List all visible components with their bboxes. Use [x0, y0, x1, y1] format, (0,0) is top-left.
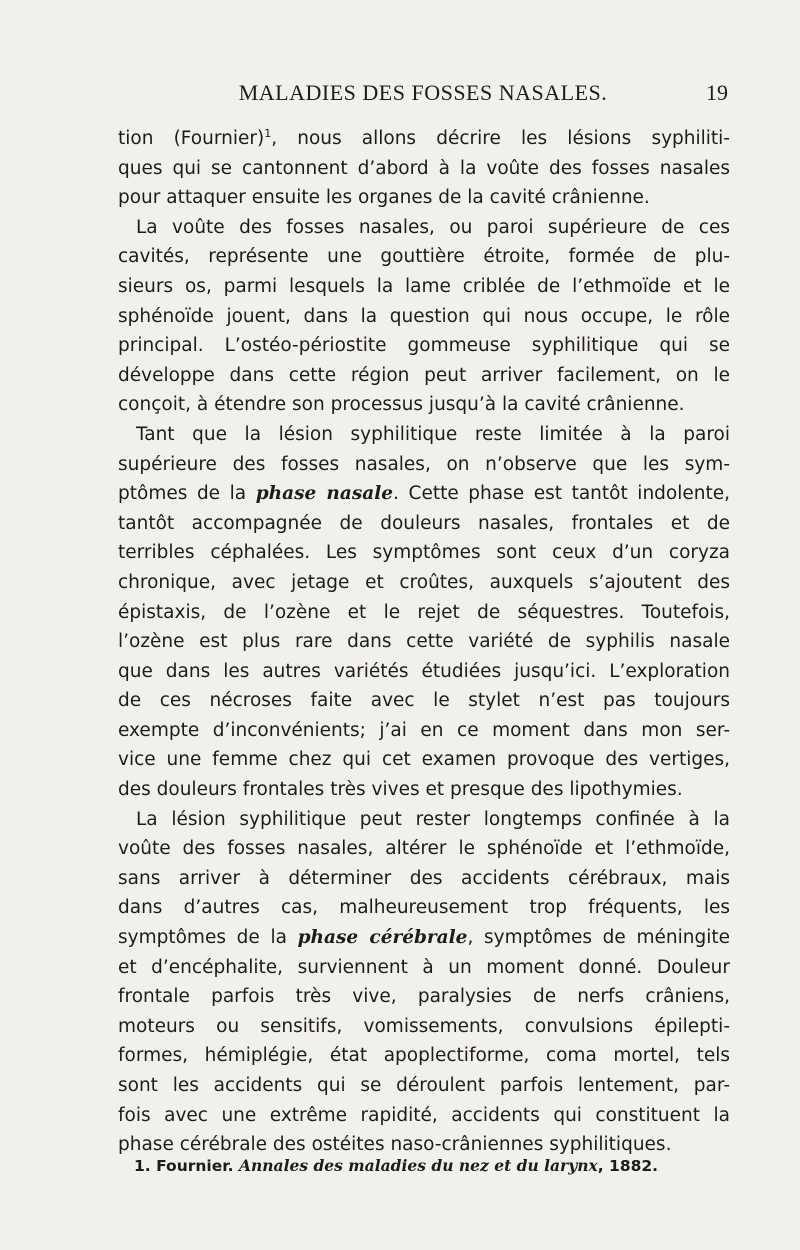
text-run: épistaxis, de l’ozène et le rejet de séquestres. Toutefois,	[118, 601, 730, 623]
text-run: l’ozène est plus rare dans cette variété de syphilis nasale	[118, 631, 730, 653]
footnote-source-title: Annales des maladies du nez et du larynx	[238, 1156, 598, 1175]
text-line	[118, 242, 730, 272]
text-run: que dans les autres variétés étudiées jusqu’ici. L’exploration	[118, 660, 730, 682]
text-line	[118, 1071, 730, 1101]
text-line	[118, 420, 730, 450]
text-run: voûte des fosses nasales, altérer le sphénoïde et l’ethmoïde,	[118, 838, 730, 860]
text-run: Tant que la lésion syphilitique reste limitée à la paroi	[136, 423, 730, 445]
text-line	[118, 834, 730, 864]
text-run: et d’encéphalite, surviennent à un moment donné. Douleur	[118, 956, 730, 978]
text-run: des douleurs frontales très vives et presque des lipothymies.	[118, 779, 683, 801]
text-run: moteurs ou sensitifs, vomissements, convulsions épilepti-	[118, 1015, 730, 1037]
text-run: , symptômes de méningite	[467, 927, 730, 949]
text-line	[118, 479, 730, 509]
text-run: symptômes de la	[118, 927, 298, 949]
text-line	[118, 805, 730, 835]
text-run: cavités, représente une gouttière étroite, formée de plu-	[118, 246, 730, 268]
page-number: 19	[706, 80, 728, 105]
text-line	[118, 124, 730, 154]
body-text	[118, 124, 730, 1160]
footnote-year: , 1882.	[597, 1157, 659, 1175]
text-run: conçoit, à étendre son processus jusqu’à la cavité crânienne.	[118, 394, 685, 416]
running-title: MALADIES DES FOSSES NASALES.	[238, 80, 608, 105]
footnote-author: Fournier.	[156, 1157, 234, 1175]
text-line	[118, 538, 730, 568]
text-run: dans d’autres cas, malheureusement trop fréquents, les	[118, 897, 730, 919]
text-run: principal. L’ostéo-périostite gommeuse syphilitique qui se	[118, 335, 730, 357]
text-line	[118, 923, 730, 953]
text-line	[118, 1012, 730, 1042]
text-run: terribles céphalées. Les symptômes sont ceux d’un coryza	[118, 542, 730, 564]
text-line	[118, 953, 730, 983]
text-line	[118, 361, 730, 391]
paragraph	[118, 420, 730, 805]
text-run: supérieure des fosses nasales, on n’observe que les sym-	[118, 453, 730, 475]
footnote-number: 1.	[134, 1157, 151, 1175]
text-line	[118, 982, 730, 1012]
text-run: sans arriver à déterminer des accidents cérébraux, mais	[118, 867, 730, 889]
footnote-reference: 1	[264, 126, 272, 140]
text-run: sphénoïde jouent, dans la question qui nous occupe, le rôle	[118, 305, 730, 327]
emphasis: phase cérébrale	[297, 927, 468, 949]
text-line	[118, 864, 730, 894]
text-line	[118, 272, 730, 302]
text-line	[118, 1101, 730, 1131]
text-run: tantôt accompagnée de douleurs nasales, frontales et de	[118, 512, 730, 534]
text-run: La voûte des fosses nasales, ou paroi supérieure de ces	[136, 216, 730, 238]
text-line	[118, 657, 730, 687]
text-run: formes, hémiplégie, état apoplectiforme, coma mortel, tels	[118, 1045, 730, 1067]
paragraph	[118, 124, 730, 213]
text-run: pour attaquer ensuite les organes de la cavité crânienne.	[118, 187, 650, 209]
text-line	[118, 450, 730, 480]
running-head	[118, 80, 728, 110]
text-line	[118, 213, 730, 243]
text-run: tion (Fournier)	[118, 128, 265, 149]
text-run: frontale parfois très vive, paralysies de nerfs crâniens,	[118, 986, 730, 1008]
text-line	[118, 390, 730, 420]
text-run: fois avec une extrême rapidité, accidents qui constituent la	[118, 1104, 730, 1126]
text-run: développe dans cette région peut arriver facilement, on le	[118, 364, 730, 386]
text-run: ptômes de la	[118, 483, 256, 505]
text-run: sont les accidents qui se déroulent parfois lentement, par-	[118, 1075, 730, 1096]
text-line	[118, 775, 730, 805]
text-run: sieurs os, parmi lesquels la lame criblée de l’ethmoïde et le	[118, 275, 730, 297]
text-line	[118, 745, 730, 775]
text-line	[118, 716, 730, 746]
footnote	[134, 1156, 724, 1175]
text-run: exempte d’inconvénients; j’ai en ce moment dans mon ser-	[118, 719, 730, 741]
paragraph	[118, 213, 730, 420]
text-line	[118, 686, 730, 716]
paragraph	[118, 805, 730, 1160]
text-line	[118, 1041, 730, 1071]
emphasis: phase nasale	[255, 483, 394, 505]
text-line	[118, 598, 730, 628]
text-line	[118, 331, 730, 361]
text-run: vice une femme chez qui cet examen provoque des vertiges,	[118, 749, 730, 771]
text-run: La lésion syphilitique peut rester longtemps confinée à la	[136, 808, 730, 830]
text-line	[118, 509, 730, 539]
text-run: . Cette phase est tantôt indolente,	[393, 483, 730, 505]
text-line	[118, 627, 730, 657]
text-line	[118, 302, 730, 332]
text-run: chronique, avec jetage et croûtes, auxquels s’ajoutent des	[118, 571, 730, 593]
text-run: de ces nécroses faite avec le stylet n’est pas toujours	[118, 690, 730, 712]
text-run: , nous allons décrire les lésions syphiliti-	[271, 128, 730, 149]
text-run: ques qui se cantonnent d’abord à la voûte des fosses nasales	[118, 157, 730, 179]
text-line	[118, 183, 730, 213]
text-line	[118, 893, 730, 923]
text-line	[118, 568, 730, 598]
text-line	[118, 154, 730, 184]
text-run: phase cérébrale des ostéites naso-crâniennes syphilitiques.	[118, 1134, 672, 1156]
